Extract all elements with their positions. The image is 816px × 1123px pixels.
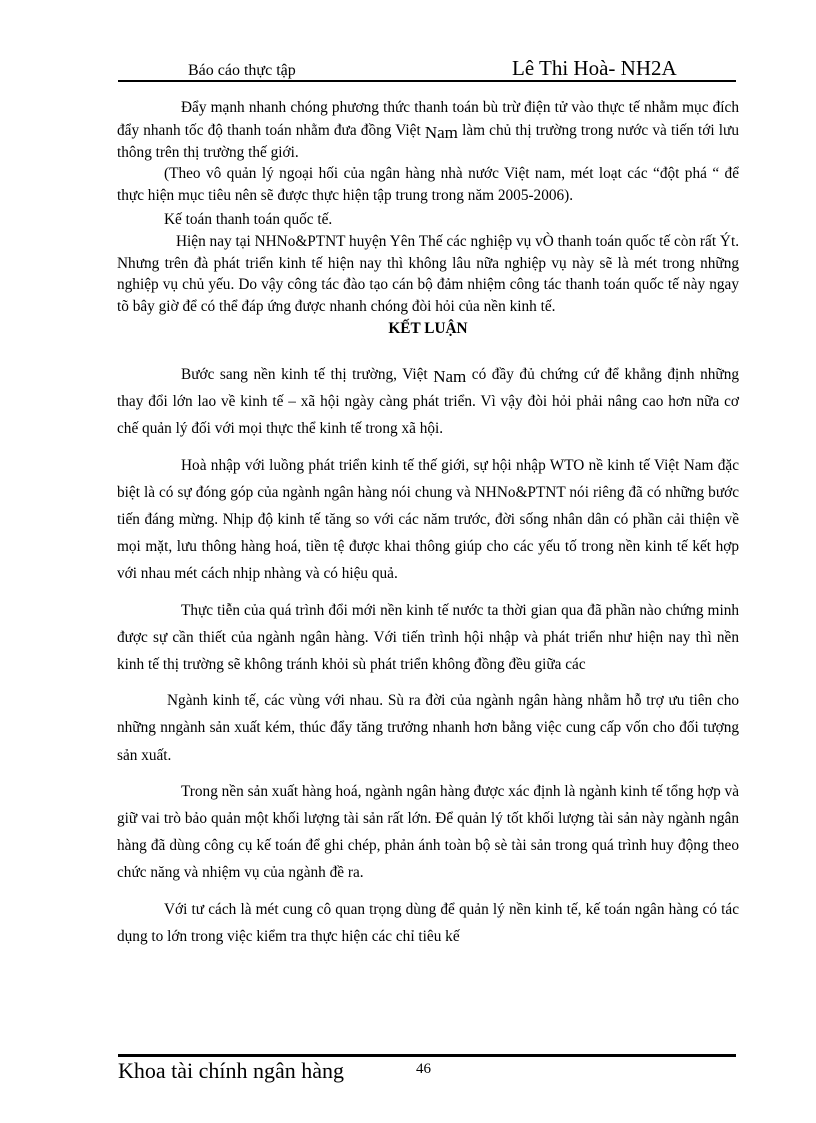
paragraph-text: Bước sang nền kinh tế thị trường, Việt <box>181 365 434 383</box>
page-number: 46 <box>416 1061 431 1077</box>
paragraph-text: Nam <box>424 122 458 142</box>
paragraph-market-economy <box>117 360 739 443</box>
conclusion-heading: KẾT LUẬN <box>388 319 468 337</box>
paragraph-text: Nam <box>433 366 467 386</box>
paragraph-electronic-clearing <box>117 97 739 163</box>
paragraph-commodity-production: Trong nền sản xuất hàng hoá, ngành ngân hàng được xác định là ngành kinh tế tổng hợp và giữ vai trò bảo quản một khối lượng tài sản rất lớn. Để quản lý tốt khối lượng tài sản này ngành ngân hàng đã dùng công cụ kế toán để ghi chép, phản ánh toàn bộ sè tài sản trong quá trình huy động theo chức năng và nhiệm vụ của ngành đề ra. <box>117 782 739 882</box>
header-author: Lê Thi Hoà- NH2A <box>512 56 677 80</box>
paragraph-text: làm chủ thị trường trong nước và tiến tới lưu thông trên thị trường thế giới. <box>117 121 739 161</box>
paragraph-banking-sector: Ngành kinh tế, các vùng với nhau. Sù ra đời của ngành ngân hàng nhằm hỗ trợ ưu tiên cho những nngành sản xuất kém, thúc đẩy tăng trưởng nhanh hơn bằng việc cung cấp vốn cho đối tượng sản xuất. <box>117 692 739 764</box>
footer-faculty: Khoa tài chính ngân hàng <box>118 1058 345 1083</box>
paragraph-foreign-exchange: (Theo vô quản lý ngoại hối của ngân hàng nhà nước Việt nam, mét loạt các “đột phá “ để thực hiện mục tiêu nên sẽ được thực hiện tập trung trong năm 2005-2006). <box>117 165 739 205</box>
paragraph-integration: Hoà nhập với luồng phát triển kinh tế thế giới, sự hội nhập WTO nề kinh tế Việt Nam đặc biệt là có sự đóng góp của ngành ngân hàng nói chung và NHNo&PTNT nói riêng đã có những bước tiến đáng mừng. Nhịp độ kinh tế tăng so với các năm trước, đời sống nhân dân có phần cải thiện về mọi mặt, lưu thông hàng hoá, tiền tệ được khai thông giúp cho các yếu tố trong nền kinh tế kết hợp với nhau mét cách nhịp nhàng và có hiệu quả. <box>117 456 739 583</box>
paragraph-text: Đẩy mạnh nhanh chóng phương thức thanh toán bù trừ điện tử vào thực tế nhằm mục đích đẩy nhanh tốc độ thanh toán nhằm đưa đồng Việt <box>117 99 739 139</box>
paragraph-bank-accounting: Với tư cách là mét cung cô quan trọng dùng để quản lý nền kinh tế, kế toán ngân hàng có tác dụng to lớn trong việc kiểm tra thực hiện các chỉ tiêu kế <box>117 900 739 945</box>
document-body <box>117 97 739 959</box>
paragraph-reform-practice: Thực tiễn của quá trình đổi mới nền kinh tế nước ta thời gian qua đã phần nào chứng minh được sự cần thiết của ngành ngân hàng. Với tiến trình hội nhập và phát triển như hiện nay thì nền kinh tế thị trường sẽ không tránh khỏi sù phát triển không đồng đều giữa các <box>117 601 739 673</box>
header-rule <box>118 80 736 82</box>
paragraph-intl-payment: Hiện nay tại NHNo&PTNT huyện Yên Thế các nghiệp vụ vÒ thanh toán quốc tế còn rất Ýt. Nhưng trên đà phát triển kinh tế hiện nay thì không lâu nữa nghiệp vụ này sẽ là mét trong những nghiệp vụ chủ yếu. Do vậy công tác đào tạo cán bộ đảm nhiệm công tác thanh toán quốc tế này ngay tõ bây giờ để có thể đáp ứng được nhanh chóng đòi hỏi của nền kinh tế. <box>117 232 740 316</box>
paragraph-intl-accounting-title: Kế toán thanh toán quốc tế. <box>164 210 333 228</box>
header-report-title: Báo cáo thực tập <box>188 62 296 79</box>
paragraph-text: có đầy đủ chứng cứ để khẳng định những thay đổi lớn lao về kinh tế – xã hội ngày càng phát triển. Vì vậy đòi hỏi phải nâng cao hơn nữa cơ chế quản lý đối với mọi thực thể kinh tế trong xã hội. <box>117 365 739 438</box>
footer-rule <box>118 1054 736 1057</box>
page-header <box>118 56 736 80</box>
